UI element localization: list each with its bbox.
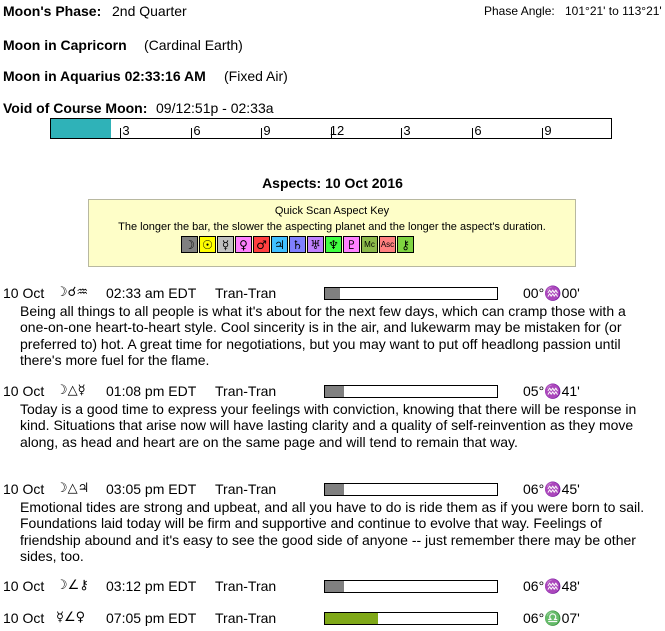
aspect-duration-fill: [325, 581, 344, 592]
key-description: The longer the bar, the slower the aspecting planet and the longer the aspect's duration.: [118, 221, 546, 233]
aspect-duration-fill: [325, 288, 340, 299]
aspect-time: 07:05 pm EDT: [106, 610, 197, 626]
moon-sign-aquarius-detail: (Fixed Air): [224, 68, 288, 84]
timeline-tick: [472, 128, 473, 138]
quick-scan-aspect-key: [88, 199, 576, 267]
key-swatch-chiron: ⚷: [397, 236, 414, 253]
phase-angle-value: 101°21' to 113°21': [565, 4, 662, 18]
key-swatch-mars: ♂: [253, 236, 270, 253]
void-of-course-timeline: [50, 118, 612, 139]
key-title: Quick Scan Aspect Key: [274, 205, 390, 217]
aspect-degree: 00°♒00': [523, 285, 580, 301]
aspect-date: 10 Oct: [3, 610, 45, 626]
aspect-entry-header: [3, 383, 653, 401]
aspect-duration-fill: [325, 386, 344, 397]
moon-sign-aquarius: Moon in Aquarius 02:33:16 AM: [3, 68, 206, 84]
key-swatch-uranus: ♅: [307, 236, 324, 253]
aspect-entry-header: [3, 481, 653, 499]
aspect-time: 01:08 pm EDT: [106, 383, 197, 399]
aspect-glyphs: ☽△♃: [56, 481, 90, 496]
aspect-entry-header: [3, 285, 653, 303]
aspect-duration-fill: [325, 613, 378, 624]
moon-sign-capricorn: Moon in Capricorn: [3, 37, 127, 53]
aspect-interpretation: Today is a good time to express your feelings with conviction, knowing that there will be response in kind. Situations that arise now will have lasting clarity and a quality of self-reinvention as they move along, as head and heart are on the same page and will tend to remain that way.: [20, 401, 637, 450]
aspect-duration-fill: [325, 484, 344, 495]
timeline-tick: [401, 128, 402, 138]
phase-value: 2nd Quarter: [112, 3, 187, 19]
timeline-tick: [542, 128, 543, 138]
aspect-type: Tran-Tran: [215, 383, 277, 399]
void-period-fill: [51, 119, 111, 138]
aspect-duration-bar: [324, 612, 498, 625]
aspect-degree: 05°♒41': [523, 383, 580, 399]
timeline-tick-label: 6: [474, 123, 482, 138]
aspect-time: 03:12 pm EDT: [106, 578, 197, 594]
key-swatch-neptune: ♆: [325, 236, 342, 253]
timeline-tick: [191, 128, 192, 138]
timeline-tick-label: 9: [544, 123, 552, 138]
void-of-course-label: Void of Course Moon:: [3, 100, 148, 116]
aspects-title: Aspects: 10 Oct 2016: [262, 175, 403, 191]
phase-label: Moon's Phase:: [3, 3, 102, 19]
planet-color-key: [181, 236, 415, 253]
aspect-time: 03:05 pm EDT: [106, 481, 197, 497]
aspect-date: 10 Oct: [3, 383, 45, 399]
phase-angle-label: Phase Angle:: [484, 4, 555, 18]
key-swatch-venus: ♀: [235, 236, 252, 253]
key-swatch-pluto: ♇: [343, 236, 360, 253]
key-swatch-midheaven: Mc: [361, 236, 378, 253]
aspect-entry-header: [3, 610, 653, 628]
aspect-time: 02:33 am EDT: [106, 285, 197, 301]
key-swatch-saturn: ♄: [289, 236, 306, 253]
timeline-tick: [261, 128, 262, 138]
aspect-type: Tran-Tran: [215, 610, 277, 626]
aspect-type: Tran-Tran: [215, 285, 277, 301]
aspect-duration-bar: [324, 483, 498, 496]
moon-sign-capricorn-detail: (Cardinal Earth): [144, 37, 243, 53]
void-of-course-value: 09/12:51p - 02:33a: [156, 100, 274, 116]
aspect-duration-bar: [324, 385, 498, 398]
aspect-duration-bar: [324, 287, 498, 300]
timeline-tick-label: 6: [193, 123, 201, 138]
key-swatch-sun: ☉: [199, 236, 216, 253]
key-swatch-moon: ☽: [181, 236, 198, 253]
aspect-degree: 06°♒48': [523, 578, 580, 594]
aspect-duration-bar: [324, 580, 498, 593]
timeline-tick-label: 9: [263, 123, 271, 138]
key-swatch-ascendant: Asc: [379, 236, 396, 253]
aspect-glyphs: ☽∠⚷: [56, 578, 89, 593]
timeline-tick-label: 12: [329, 123, 345, 138]
aspect-date: 10 Oct: [3, 481, 45, 497]
aspect-glyphs: ☽△☿: [56, 383, 86, 398]
aspect-degree: 06°♎07': [523, 610, 580, 626]
timeline-tick-label: 3: [122, 123, 130, 138]
aspect-glyphs: ☽☌♒: [56, 285, 89, 300]
aspect-date: 10 Oct: [3, 285, 45, 301]
timeline-tick: [120, 128, 121, 138]
aspect-degree: 06°♒45': [523, 481, 580, 497]
timeline-tick-label: 3: [403, 123, 411, 138]
aspect-date: 10 Oct: [3, 578, 45, 594]
key-swatch-jupiter: ♃: [271, 236, 288, 253]
key-swatch-mercury: ☿: [217, 236, 234, 253]
aspect-type: Tran-Tran: [215, 481, 277, 497]
aspect-entry-header: [3, 578, 653, 596]
aspect-interpretation: Emotional tides are strong and upbeat, and all you have to do is ride them as if you were born to sail. Foundations laid today will be firm and supportive and continue to evolve that way. Feelings of friendship abound and it's easy to see the good side of anyone -- just remember there may be other sides, too.: [20, 499, 645, 564]
aspect-glyphs: ☿∠♀: [56, 610, 86, 625]
aspect-interpretation: Being all things to all people is what it's about for the next few days, which can cramp those with a one-on-one heart-to-heart style. Cool sincerity is in the air, and lukewarm may be mistaken for (or preferred to) hot. A great time for negotiations, but you may want to put off headlong passion until there's more fuel for the flame.: [20, 303, 626, 368]
aspect-type: Tran-Tran: [215, 578, 277, 594]
